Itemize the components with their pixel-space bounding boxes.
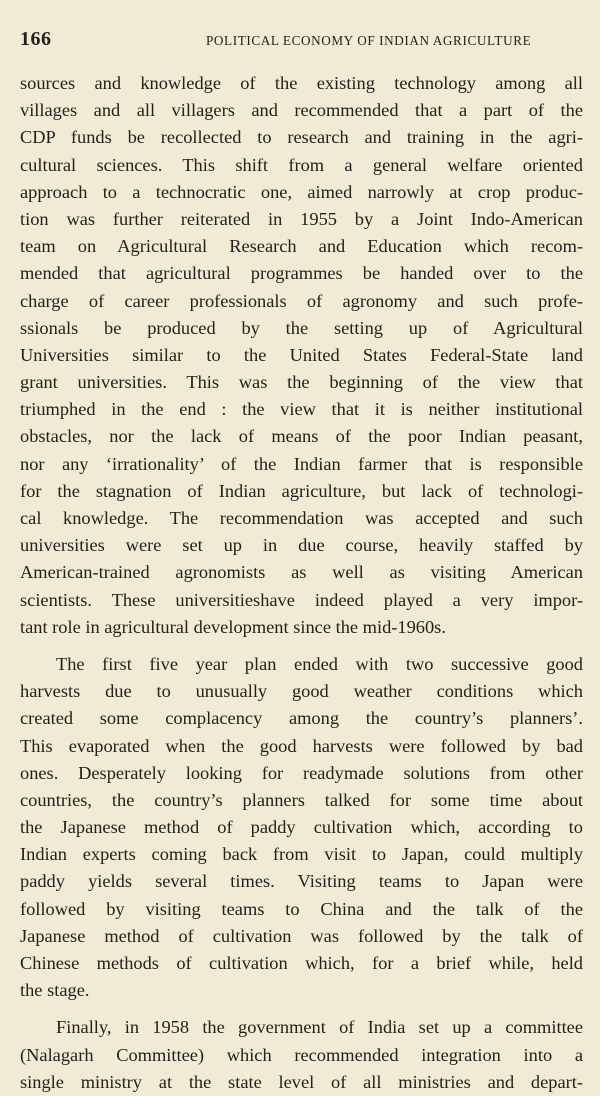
text-line: This evaporated when the good harvests were followed by bad [20,735,583,756]
text-line: the stage. [20,980,90,1001]
paragraph-2 [20,651,583,1004]
text-line: villages and all villagers and recommended that a part of the [20,100,583,121]
text-line: scientists. These universitieshave indeed played a very impor- [20,589,583,610]
text-line: charge of career professionals of agronomy and such profe- [20,290,583,311]
text-line: universities were set up in due course, heavily staffed by [20,535,583,556]
page-number: 166 [20,28,52,50]
text-line: ones. Desperately looking for readymade solutions from other [20,762,583,783]
text-line: approach to a technocratic one, aimed narrowly at crop produc- [20,181,583,202]
text-line: created some complacency among the country’s planners’. [20,708,583,729]
body-text [20,70,583,1096]
text-line: American-trained agronomists as well as visiting American [20,562,583,583]
text-line: tion was further reiterated in 1955 by a Joint Indo-American [20,208,583,229]
text-line: Finally, in 1958 the government of India set up a committee [56,1017,583,1038]
text-line: for the stagnation of Indian agriculture, but lack of technologi- [20,480,583,501]
text-line: followed by visiting teams to China and the talk of the [20,898,583,919]
text-line: mended that agricultural programmes be handed over to the [20,263,583,284]
text-line: the Japanese method of paddy cultivation which, according to [20,817,583,838]
text-line: (Nalagarh Committee) which recommended integration into a [20,1044,583,1065]
text-line: Japanese method of cultivation was followed by the talk of [20,925,583,946]
text-line: harvests due to unusually good weather conditions which [20,681,583,702]
text-line: CDP funds be recollected to research and training in the agri- [20,127,583,148]
text-line: single ministry at the state level of all ministries and depart- [20,1071,583,1092]
paragraph-spacer [20,1004,583,1014]
text-line: cal knowledge. The recommendation was accepted and such [20,508,583,528]
text-line: paddy yields several times. Visiting teams to Japan were [20,871,583,892]
text-line: nor any ‘irrationality’ of the Indian farmer that is responsible [20,453,583,474]
text-line: Indian experts coming back from visit to Japan, could multiply [20,844,583,865]
text-line: team on Agricultural Research and Education which recom- [20,236,583,257]
text-line: Chinese methods of cultivation which, for a brief while, held [20,953,583,973]
running-head: POLITICAL ECONOMY OF INDIAN AGRICULTURE [206,33,532,48]
text-line: Universities similar to the United States Federal-State land [20,344,583,365]
paragraph-3 [20,1014,583,1096]
paragraph-spacer [20,641,583,651]
text-line: tant role in agricultural development since the mid-1960s. [20,616,446,637]
page-header [20,28,586,54]
text-line: sources and knowledge of the existing technology among all [20,73,583,93]
text-line: ssionals be produced by the setting up of Agricultural [20,317,583,338]
text-line: grant universities. This was the beginning of the view that [20,372,583,393]
text-line: obstacles, nor the lack of means of the poor Indian peasant, [20,426,583,447]
paragraph-1 [20,70,583,641]
text-line: The first five year plan ended with two successive good [56,653,583,674]
text-line: countries, the country’s planners talked for some time about [20,789,583,810]
text-line: cultural sciences. This shift from a general welfare oriented [20,154,583,175]
text-line: triumphed in the end : the view that it is neither institutional [20,399,583,420]
